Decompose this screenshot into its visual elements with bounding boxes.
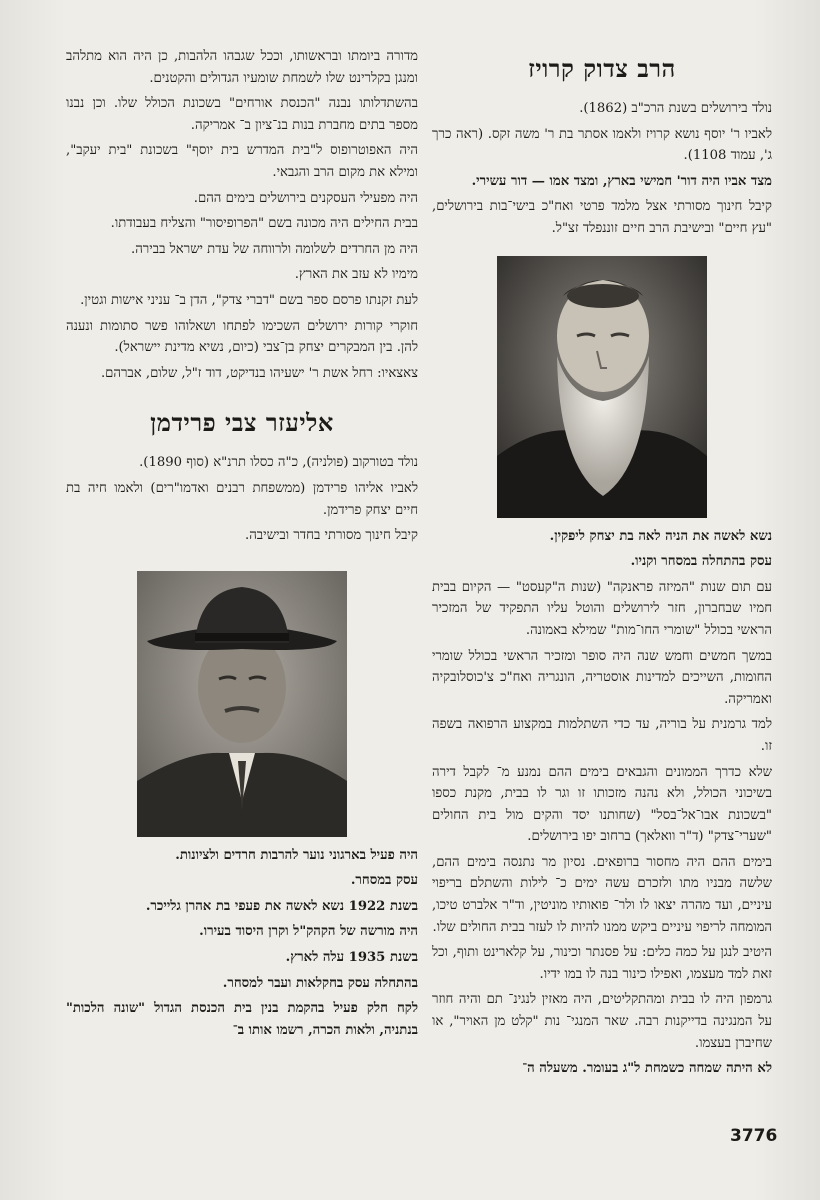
paragraph: בהשתדלותו נבנה "הכנסת אורחים" בשכונת הכולל שלו. וכן נבנו מספר בתים מחברת בנות בנ־ציון ב־ אמריקה. [66,96,418,133]
paragraph: מצד אביו היה דור' חמישי בארץ, ומצד אמו — דור עשירי. [471,173,772,189]
article-heading-kroyz: הרב צדוק קרויז [528,54,676,83]
paragraph: בימים ההם היה מחסור ברופאים. נסיון מר נתנסה בימים ההם, שלשה מבניו מתו ולזכרם עשה ימים כ־ לילות והשתלם בריפוי עיניים, ועד מהרה יצאו לו ולר־ פואותיו מוניטין, וד"ר אלברט טיכו, המומחה לריפוי עיניים ביקש ממנו להיות לו לעזר בבית החולים שלו. [432,854,772,935]
paragraph: היטיב לנגן על כמה כלים: על פסנתר וכינור, על קלארינט ותוף, וכל זאת למד מעצמו, ואפילו כינור בנה לו במו ידיו. [432,945,772,982]
paragraph: חוקרי קורות ירושלים השכימו לפתחו ושאלוהו פשר סתומות ונענה להן. בין המבקרים יצחק בן־צבי (כיום, נשיא מדינת יישראל). [66,318,418,356]
paragraph: עסק בהתחלה במסחר וקניו. [630,554,772,570]
paragraph: עם תום שנות "המיזה פראנקה" (שנות ה"קעסט" — הקיום בבית חמיו שבחברון, חזר לירושלים והוטל עליו התפקיד של המזכיר הראשי בכולל "שומרי החו־מות" שמילא באמונה. [432,579,772,638]
paragraph: עסק במסחר. [350,873,418,889]
left-column [66,46,418,1045]
paragraph: צאצאיו: רחל אשת ר' ישעיהו בנדיקט, דוד ז"ל, שלום, אברהם. [100,365,418,381]
right-column [432,46,772,1084]
paragraph: היה מן החרדים לשלומה ולרווחה של עדת ישראל בבירה. [131,241,418,257]
paragraph: לא היתה שמחה כשמחת ל"ג בעומר. משעלה ה־ [522,1061,772,1077]
paragraph: מימיו לא עזב את הארץ. [294,267,418,283]
paragraph: בשנת 1922 נשא לאשה את פעפי בת אהרן גלייכר. [145,898,418,914]
paragraph: היה פעיל בארגוני נוער להרבות חרדים ולציונות. [175,847,418,863]
paragraph: שלא כדרך הממונים והגבאים בימים ההם נמנע מ־ לקבל דירה בשיכוני הכולל, ולא נהנה מזכותו זו וגר לו בבית, מקנת כספו "בשכונת אבו־אל־בסל" (שחותנו יסד והקים מול בית החולים "שערי־צדק" (ד"ר וואלאך) ברחוב יפו בירושלים. [432,764,772,845]
paragraph: קיבל חינוך מסורתי אצל מלמד פרטי ואח"כ בישי־בות בירושלים, "עץ חיים" ובישיבת הרב חיים זוננפלד זצ"ל. [432,199,772,236]
portrait-photo-kroyz [497,256,707,518]
paragraph: לקח חלק פעיל בהקמת בנין בית הכנסת הגדול "שונה הלכות" בנתניה, ולאות הכרה, רשמו אותו ב־ [66,1001,418,1038]
paragraph: נולד בטורקוב (פולניה), כ"ה כסלו תרנ"א (סוף 1890). [139,455,418,471]
paragraph: לאביו אליהו פרידמן (ממשפחת רבנים ואדמו"רים) ולאמו חיה בת חיים יצחק פרידמן. [66,480,418,518]
paragraph: לאביו ר' יוסף נושא קרויז ולאמו אסתר בת ר' משה זקס. (ראה כרך ג', עמוד 1108). [432,126,772,164]
paragraph: נשא לאשה את הניה לאה בת יצחק ליפקין. [549,528,772,544]
portrait-photo-fridman [137,571,347,837]
paragraph: נולד בירושלים בשנת הרכ"ב (1862). [579,101,772,116]
paragraph: קיבל חינוך מסורתי בחדר ובישיבה. [245,528,418,544]
paragraph: גרמפון היה לו בבית ומהתקליטים, היה מאזין לנגינ־ תם והיה חוזר על המנגינה בדייקנות רבה. שאר המנגי־ נות "קלט מן האויר", או שחיברן בעצמו. [432,992,772,1051]
page-number: 3776 [730,1126,778,1146]
paragraph: היה האפוטרופוס ל"בית המדרש בית יוסף" בשכונת "בית יעקב", ומילא את מקום הרב והגבאי. [66,143,418,180]
paragraph: מדורה ביומתו ובראשותו, וככל שגבהו הלהבות, כן היה הוא מתלהב ומנגן בקלרינט שלו לשמחת שומעיו הגדולים והקטנים. [66,49,418,86]
article-heading-fridman: אליעזר צבי פרידמן [150,408,334,438]
paragraph: היה מפעילי העסקנים בירושלים בימים ההם. [193,190,418,206]
paragraph: לעת זקנתו פרסם ספר בשם "דברי צדק", הדן ב־ עניני אישות וגטין. [80,292,418,308]
paragraph: למד גרמנית על בוריה, עד כדי השתלמות במקצוע הרפואה בשפה זו. [432,717,772,754]
paragraph: בהתחלה עסק בחקלאות ועבר למסחר. [222,975,418,991]
paragraph: בשנת 1935 עלה לארץ. [285,950,418,966]
paragraph: היה מורשה של הקהק"ל וקרן היסוד בעירו. [199,924,418,940]
paragraph: במשך חמשים וחמש שנה היה סופר ומזכיר הראשי בכולל שומרי החומות, השייכים למדינות אוסטריה, הונגריה ואח"כ צ'כוסלובקיה ואמריקה. [432,648,772,707]
paragraph: בבית החילים היה מכונה בשם "הפרופיסור" והצליח בעבודתו. [110,216,418,232]
